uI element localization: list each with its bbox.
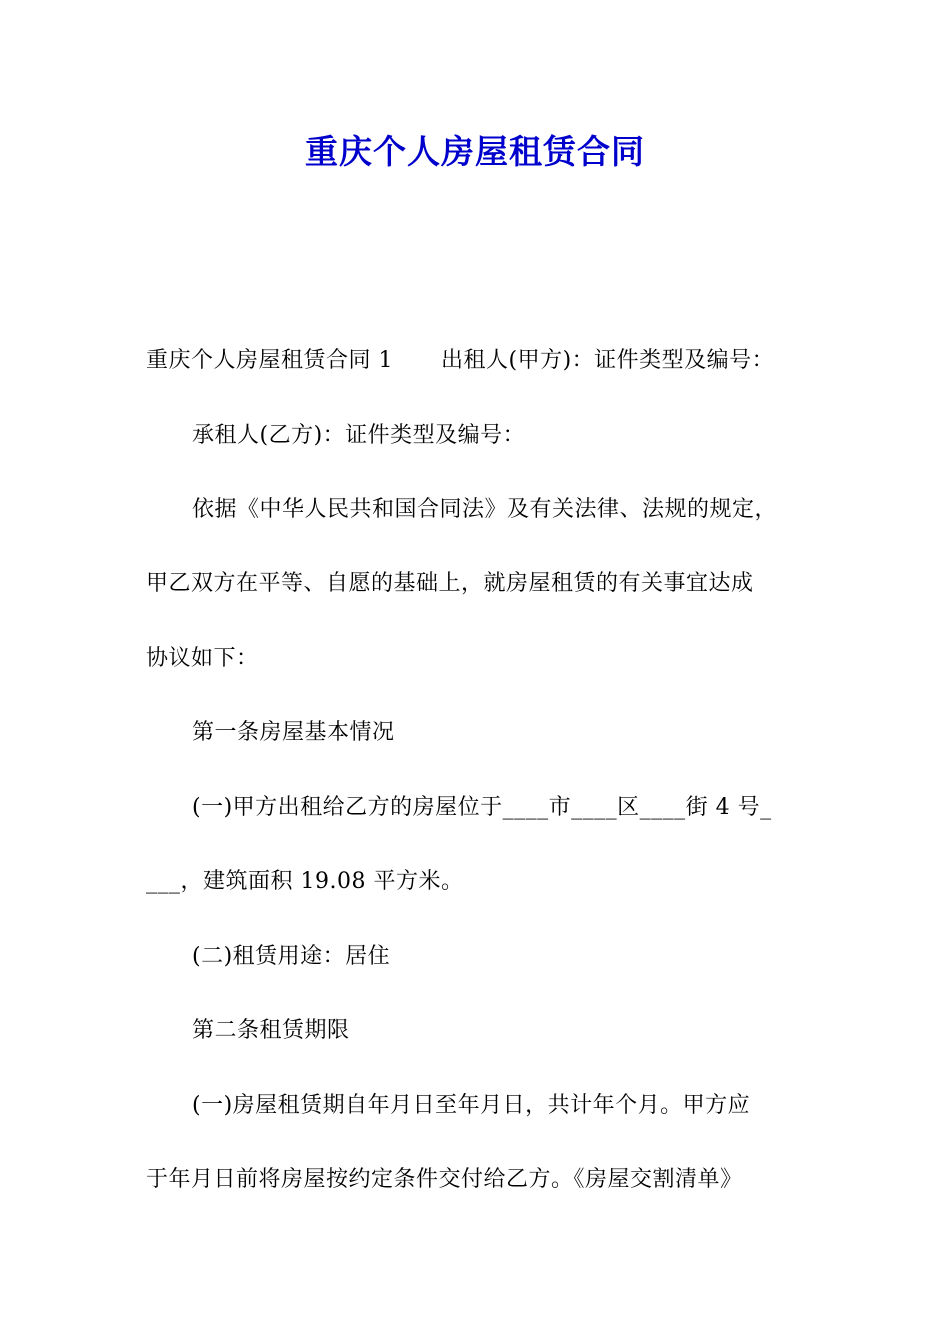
text-line-12: 于年月日前将房屋按约定条件交付给乙方。《房屋交割清单》 bbox=[146, 1167, 743, 1192]
lessee-info: 承租人(乙方)：证件类型及编号： bbox=[192, 423, 526, 448]
text-line-8: ___，建筑面积 19.08 平方米。 bbox=[146, 869, 464, 894]
text-line-1 bbox=[146, 345, 826, 377]
section-heading-2: 第二条租赁期限 bbox=[192, 1018, 350, 1043]
contract-heading-number: 重庆个人房屋租赁合同 1 bbox=[146, 348, 393, 373]
text-line-7: (一)甲方出租给乙方的房屋位于____市____区____街 4 号_ bbox=[192, 795, 772, 820]
text-line-4: 甲乙双方在平等、自愿的基础上，就房屋租赁的有关事宜达成 bbox=[146, 571, 754, 596]
lessor-info: 出租人(甲方)：证件类型及编号： bbox=[441, 348, 775, 373]
section-heading-1: 第一条房屋基本情况 bbox=[192, 720, 395, 745]
text-line-9: (二)租赁用途：居住 bbox=[192, 944, 391, 969]
text-line-11: (一)房屋租赁期自年月日至年月日，共计年个月。甲方应 bbox=[192, 1093, 751, 1118]
text-line-3: 依据《中华人民共和国合同法》及有关法律、法规的规定， bbox=[192, 497, 778, 522]
document-title: 重庆个人房屋租赁合同 bbox=[305, 132, 645, 171]
text-line-5: 协议如下： bbox=[146, 646, 259, 671]
